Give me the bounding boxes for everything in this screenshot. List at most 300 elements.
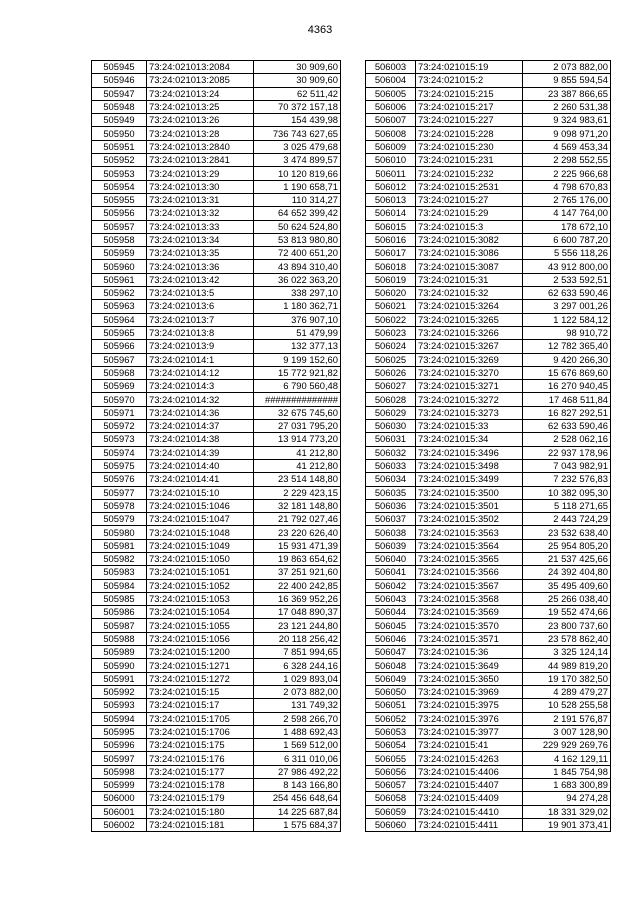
table-row	[366, 459, 611, 472]
table-row	[92, 207, 341, 220]
value-cell: 2 443 724,29	[523, 513, 611, 526]
cadastral-number-cell: 73:24:021013:8	[147, 326, 254, 339]
row-id-cell: 505985	[92, 592, 147, 605]
cadastral-number-cell: 73:24:021015:36	[416, 646, 523, 659]
cadastral-number-cell: 73:24:021015:227	[416, 114, 523, 127]
value-cell: 94 274,28	[523, 792, 611, 805]
cadastral-table-left	[91, 60, 341, 832]
cadastral-number-cell: 73:24:021015:3567	[416, 579, 523, 592]
cadastral-number-cell: 73:24:021015:1052	[147, 579, 254, 592]
cadastral-number-cell: 73:24:021015:3977	[416, 725, 523, 738]
row-id-cell: 505965	[92, 326, 147, 339]
row-id-cell: 506058	[366, 792, 416, 805]
value-cell: 254 456 648,64	[254, 792, 341, 805]
row-id-cell: 506020	[366, 287, 416, 300]
row-id-cell: 506044	[366, 606, 416, 619]
value-cell: 9 098 971,20	[523, 127, 611, 140]
table-row	[92, 513, 341, 526]
table-row	[366, 646, 611, 659]
table-row	[92, 818, 341, 831]
cadastral-number-cell: 73:24:021014:32	[147, 393, 254, 406]
row-id-cell: 506043	[366, 592, 416, 605]
value-cell: 41 212,80	[254, 446, 341, 459]
table-row	[366, 127, 611, 140]
value-cell: 1 190 658,71	[254, 180, 341, 193]
cadastral-number-cell: 73:24:021015:4410	[416, 805, 523, 818]
row-id-cell: 506021	[366, 300, 416, 313]
row-id-cell: 505991	[92, 672, 147, 685]
row-id-cell: 506033	[366, 459, 416, 472]
table-row	[92, 606, 341, 619]
cadastral-number-cell: 73:24:021015:1047	[147, 513, 254, 526]
cadastral-number-cell: 73:24:021015:3271	[416, 380, 523, 393]
cadastral-number-cell: 73:24:021015:3569	[416, 606, 523, 619]
cadastral-number-cell: 73:24:021015:3650	[416, 672, 523, 685]
value-cell: 338 297,10	[254, 287, 341, 300]
row-id-cell: 505980	[92, 526, 147, 539]
value-cell: 21 537 425,66	[523, 552, 611, 565]
value-cell: 16 369 952,26	[254, 592, 341, 605]
value-cell: 6 311 010,06	[254, 752, 341, 765]
cadastral-number-cell: 73:24:021015:1054	[147, 606, 254, 619]
value-cell: 16 827 292,51	[523, 406, 611, 419]
row-id-cell: 505976	[92, 473, 147, 486]
table-row	[92, 433, 341, 446]
row-id-cell: 505981	[92, 539, 147, 552]
table-row	[366, 659, 611, 672]
value-cell: 131 749,32	[254, 699, 341, 712]
table-row	[92, 340, 341, 353]
cadastral-number-cell: 73:24:021015:41	[416, 739, 523, 752]
cadastral-number-cell: 73:24:021015:3496	[416, 446, 523, 459]
table-row	[366, 792, 611, 805]
table-row	[366, 247, 611, 260]
cadastral-number-cell: 73:24:021015:3502	[416, 513, 523, 526]
cadastral-number-cell: 73:24:021013:25	[147, 100, 254, 113]
row-id-cell: 506002	[92, 818, 147, 831]
cadastral-number-cell: 73:24:021014:38	[147, 433, 254, 446]
cadastral-number-cell: 73:24:021015:3086	[416, 247, 523, 260]
cadastral-number-cell: 73:24:021015:3273	[416, 406, 523, 419]
row-id-cell: 505945	[92, 61, 147, 74]
row-id-cell: 506054	[366, 739, 416, 752]
cadastral-number-cell: 73:24:021013:2085	[147, 74, 254, 87]
table-row	[92, 273, 341, 286]
table-row	[92, 313, 341, 326]
value-cell: 23 387 866,65	[523, 87, 611, 100]
row-id-cell: 505993	[92, 699, 147, 712]
value-cell: 7 043 982,91	[523, 459, 611, 472]
value-cell: 30 909,60	[254, 61, 341, 74]
cadastral-number-cell: 73:24:021015:1049	[147, 539, 254, 552]
table-row	[92, 393, 341, 406]
table-row	[92, 167, 341, 180]
cadastral-number-cell: 73:24:021014:36	[147, 406, 254, 419]
value-cell: 17 468 511,84	[523, 393, 611, 406]
table-row	[366, 61, 611, 74]
value-cell: 2 073 882,00	[254, 685, 341, 698]
row-id-cell: 506051	[366, 699, 416, 712]
table-row	[366, 805, 611, 818]
value-cell: 62 633 590,46	[523, 420, 611, 433]
table-row	[92, 380, 341, 393]
table-row	[366, 685, 611, 698]
cadastral-number-cell: 73:24:021013:26	[147, 114, 254, 127]
row-id-cell: 505950	[92, 127, 147, 140]
row-id-cell: 505953	[92, 167, 147, 180]
value-cell: 110 314,27	[254, 193, 341, 206]
table-row	[92, 725, 341, 738]
cadastral-number-cell: 73:24:021013:5	[147, 287, 254, 300]
table-row	[92, 459, 341, 472]
value-cell: 14 225 687,84	[254, 805, 341, 818]
cadastral-number-cell: 73:24:021015:232	[416, 167, 523, 180]
table-row	[366, 473, 611, 486]
value-cell: 229 929 269,76	[523, 739, 611, 752]
table-row	[366, 406, 611, 419]
value-cell: 23 220 626,40	[254, 526, 341, 539]
value-cell: 19 863 654,62	[254, 552, 341, 565]
cadastral-number-cell: 73:24:021014:39	[147, 446, 254, 459]
row-id-cell: 505995	[92, 725, 147, 738]
value-cell: 4 289 479,27	[523, 685, 611, 698]
row-id-cell: 505999	[92, 779, 147, 792]
row-id-cell: 506005	[366, 87, 416, 100]
cadastral-number-cell: 73:24:021013:6	[147, 300, 254, 313]
value-cell: 1 845 754,98	[523, 765, 611, 778]
row-id-cell: 505975	[92, 459, 147, 472]
cadastral-number-cell: 73:24:021015:3568	[416, 592, 523, 605]
value-cell: 1 029 893,04	[254, 672, 341, 685]
table-row	[92, 420, 341, 433]
value-cell: 15 772 921,82	[254, 366, 341, 379]
cadastral-number-cell: 73:24:021015:3264	[416, 300, 523, 313]
cadastral-number-cell: 73:24:021013:9	[147, 340, 254, 353]
table-row	[92, 592, 341, 605]
value-cell: 16 270 940,45	[523, 380, 611, 393]
value-cell: 22 937 178,96	[523, 446, 611, 459]
table-row	[92, 526, 341, 539]
row-id-cell: 505949	[92, 114, 147, 127]
cadastral-number-cell: 73:24:021015:3267	[416, 340, 523, 353]
table-row	[366, 765, 611, 778]
table-row	[92, 752, 341, 765]
table-row	[366, 353, 611, 366]
value-cell: 12 782 365,40	[523, 340, 611, 353]
value-cell: 736 743 627,65	[254, 127, 341, 140]
row-id-cell: 505974	[92, 446, 147, 459]
row-id-cell: 506018	[366, 260, 416, 273]
row-id-cell: 506013	[366, 193, 416, 206]
row-id-cell: 506030	[366, 420, 416, 433]
value-cell: 2 225 966,68	[523, 167, 611, 180]
value-cell: 17 048 890,37	[254, 606, 341, 619]
value-cell: 5 556 118,26	[523, 247, 611, 260]
row-id-cell: 506001	[92, 805, 147, 818]
value-cell: 2 528 062,16	[523, 433, 611, 446]
row-id-cell: 506045	[366, 619, 416, 632]
cadastral-number-cell: 73:24:021015:3969	[416, 685, 523, 698]
table-row	[366, 539, 611, 552]
row-id-cell: 506046	[366, 632, 416, 645]
table-row	[366, 779, 611, 792]
table-row	[92, 659, 341, 672]
row-id-cell: 505996	[92, 739, 147, 752]
cadastral-number-cell: 73:24:021013:34	[147, 233, 254, 246]
cadastral-number-cell: 73:24:021015:3272	[416, 393, 523, 406]
value-cell: 62 633 590,46	[523, 287, 611, 300]
cadastral-number-cell: 73:24:021015:176	[147, 752, 254, 765]
value-cell: 62 511,42	[254, 87, 341, 100]
value-cell: 18 331 329,02	[523, 805, 611, 818]
cadastral-number-cell: 73:24:021015:3498	[416, 459, 523, 472]
row-id-cell: 506047	[366, 646, 416, 659]
cadastral-number-cell: 73:24:021015:3499	[416, 473, 523, 486]
value-cell: 27 986 492,22	[254, 765, 341, 778]
cadastral-number-cell: 73:24:021015:2	[416, 74, 523, 87]
cadastral-number-cell: 73:24:021015:4411	[416, 818, 523, 831]
table-row	[366, 114, 611, 127]
value-cell: 6 600 787,20	[523, 233, 611, 246]
cadastral-number-cell: 73:24:021015:4407	[416, 779, 523, 792]
value-cell: 2 298 552,55	[523, 154, 611, 167]
table-row	[366, 672, 611, 685]
value-cell: 3 007 128,90	[523, 725, 611, 738]
value-cell: 4 147 764,00	[523, 207, 611, 220]
value-cell: 44 989 819,20	[523, 659, 611, 672]
cadastral-number-cell: 73:24:021015:1053	[147, 592, 254, 605]
value-cell: 30 909,60	[254, 74, 341, 87]
cadastral-number-cell: 73:24:021015:2531	[416, 180, 523, 193]
value-cell: 19 170 382,50	[523, 672, 611, 685]
table-row	[92, 792, 341, 805]
cadastral-number-cell: 73:24:021015:33	[416, 420, 523, 433]
value-cell: 51 479,99	[254, 326, 341, 339]
cadastral-number-cell: 73:24:021015:1050	[147, 552, 254, 565]
row-id-cell: 506057	[366, 779, 416, 792]
row-id-cell: 506048	[366, 659, 416, 672]
table-row	[366, 579, 611, 592]
row-id-cell: 506025	[366, 353, 416, 366]
cadastral-number-cell: 73:24:021013:35	[147, 247, 254, 260]
row-id-cell: 506037	[366, 513, 416, 526]
cadastral-number-cell: 73:24:021015:1048	[147, 526, 254, 539]
value-cell: 41 212,80	[254, 459, 341, 472]
cadastral-number-cell: 73:24:021013:24	[147, 87, 254, 100]
cadastral-number-cell: 73:24:021013:28	[147, 127, 254, 140]
cadastral-number-cell: 73:24:021015:29	[416, 207, 523, 220]
cadastral-number-cell: 73:24:021014:12	[147, 366, 254, 379]
cadastral-number-cell: 73:24:021015:1046	[147, 499, 254, 512]
row-id-cell: 505952	[92, 154, 147, 167]
table-row	[92, 260, 341, 273]
cadastral-number-cell: 73:24:021015:180	[147, 805, 254, 818]
table-row	[92, 499, 341, 512]
table-row	[366, 87, 611, 100]
row-id-cell: 505979	[92, 513, 147, 526]
table-row	[92, 805, 341, 818]
value-cell: 10 120 819,66	[254, 167, 341, 180]
cadastral-number-cell: 73:24:021013:42	[147, 273, 254, 286]
cadastral-number-cell: 73:24:021014:37	[147, 420, 254, 433]
value-cell: 32 675 745,60	[254, 406, 341, 419]
cadastral-number-cell: 73:24:021015:3570	[416, 619, 523, 632]
row-id-cell: 506014	[366, 207, 416, 220]
cadastral-number-cell: 73:24:021014:3	[147, 380, 254, 393]
table-row	[366, 699, 611, 712]
value-cell: 50 624 524,80	[254, 220, 341, 233]
table-row	[366, 180, 611, 193]
row-id-cell: 506023	[366, 326, 416, 339]
row-id-cell: 505982	[92, 552, 147, 565]
table-row	[366, 433, 611, 446]
value-cell: 36 022 363,20	[254, 273, 341, 286]
table-row	[92, 446, 341, 459]
value-cell: 21 792 027,46	[254, 513, 341, 526]
table-row	[366, 752, 611, 765]
value-cell: 7 232 576,83	[523, 473, 611, 486]
cadastral-number-cell: 73:24:021013:2841	[147, 154, 254, 167]
row-id-cell: 505986	[92, 606, 147, 619]
value-cell: 3 474 899,57	[254, 154, 341, 167]
cadastral-number-cell: 73:24:021015:3265	[416, 313, 523, 326]
value-cell: 72 400 651,20	[254, 247, 341, 260]
cadastral-number-cell: 73:24:021015:1271	[147, 659, 254, 672]
row-id-cell: 505988	[92, 632, 147, 645]
row-id-cell: 505946	[92, 74, 147, 87]
value-cell: 10 528 255,58	[523, 699, 611, 712]
cadastral-number-cell: 73:24:021015:1051	[147, 566, 254, 579]
cadastral-number-cell: 73:24:021015:215	[416, 87, 523, 100]
cadastral-number-cell: 73:24:021015:3087	[416, 260, 523, 273]
row-id-cell: 506031	[366, 433, 416, 446]
cadastral-number-cell: 73:24:021015:3266	[416, 326, 523, 339]
value-cell: 2 229 423,15	[254, 486, 341, 499]
table-row	[92, 619, 341, 632]
row-id-cell: 505984	[92, 579, 147, 592]
table-row	[366, 340, 611, 353]
cadastral-number-cell: 73:24:021014:1	[147, 353, 254, 366]
table-row	[92, 233, 341, 246]
cadastral-number-cell: 73:24:021013:30	[147, 180, 254, 193]
row-id-cell: 506007	[366, 114, 416, 127]
value-cell: 43 894 310,40	[254, 260, 341, 273]
row-id-cell: 505947	[92, 87, 147, 100]
cadastral-number-cell: 73:24:021015:15	[147, 685, 254, 698]
row-id-cell: 506039	[366, 539, 416, 552]
cadastral-number-cell: 73:24:021015:27	[416, 193, 523, 206]
table-row	[92, 672, 341, 685]
value-cell: 3 025 479,68	[254, 140, 341, 153]
row-id-cell: 505966	[92, 340, 147, 353]
value-cell: 24 392 404,80	[523, 566, 611, 579]
table-row	[92, 473, 341, 486]
row-id-cell: 506027	[366, 380, 416, 393]
row-id-cell: 505959	[92, 247, 147, 260]
value-cell: 2 533 592,51	[523, 273, 611, 286]
value-cell: 6 328 244,16	[254, 659, 341, 672]
row-id-cell: 505970	[92, 393, 147, 406]
table-row	[366, 499, 611, 512]
cadastral-number-cell: 73:24:021015:10	[147, 486, 254, 499]
table-row	[92, 366, 341, 379]
table-row	[366, 167, 611, 180]
value-cell: 15 676 869,60	[523, 366, 611, 379]
cadastral-number-cell: 73:24:021015:3501	[416, 499, 523, 512]
cadastral-number-cell: 73:24:021013:33	[147, 220, 254, 233]
cadastral-number-cell: 73:24:021013:2084	[147, 61, 254, 74]
cadastral-number-cell: 73:24:021015:1056	[147, 632, 254, 645]
cadastral-number-cell: 73:24:021015:179	[147, 792, 254, 805]
value-cell: 9 855 594,54	[523, 74, 611, 87]
row-id-cell: 505997	[92, 752, 147, 765]
cadastral-number-cell: 73:24:021015:230	[416, 140, 523, 153]
cadastral-table-right	[365, 60, 611, 832]
value-cell: 6 790 560,48	[254, 380, 341, 393]
row-id-cell: 506050	[366, 685, 416, 698]
row-id-cell: 506011	[366, 167, 416, 180]
cadastral-number-cell: 73:24:021015:32	[416, 287, 523, 300]
row-id-cell: 505961	[92, 273, 147, 286]
value-cell: 98 910,72	[523, 326, 611, 339]
table-row	[366, 712, 611, 725]
value-cell: 8 143 166,80	[254, 779, 341, 792]
row-id-cell: 505964	[92, 313, 147, 326]
row-id-cell: 506060	[366, 818, 416, 831]
row-id-cell: 506008	[366, 127, 416, 140]
cadastral-number-cell: 73:24:021015:1055	[147, 619, 254, 632]
table-row	[366, 207, 611, 220]
row-id-cell: 506000	[92, 792, 147, 805]
value-cell: 35 495 409,60	[523, 579, 611, 592]
table-row	[92, 685, 341, 698]
cadastral-number-cell: 73:24:021015:31	[416, 273, 523, 286]
row-id-cell: 506056	[366, 765, 416, 778]
value-cell: 23 514 148,80	[254, 473, 341, 486]
table-row	[366, 140, 611, 153]
row-id-cell: 505990	[92, 659, 147, 672]
row-id-cell: 505948	[92, 100, 147, 113]
value-cell: 4 798 670,83	[523, 180, 611, 193]
row-id-cell: 506059	[366, 805, 416, 818]
table-row	[92, 699, 341, 712]
row-id-cell: 506024	[366, 340, 416, 353]
cadastral-number-cell: 73:24:021015:1200	[147, 646, 254, 659]
value-cell: 2 191 576,87	[523, 712, 611, 725]
value-cell: 32 181 148,80	[254, 499, 341, 512]
value-cell: 9 199 152,60	[254, 353, 341, 366]
table-row	[366, 326, 611, 339]
row-id-cell: 505987	[92, 619, 147, 632]
cadastral-number-cell: 73:24:021015:3082	[416, 233, 523, 246]
cadastral-number-cell: 73:24:021014:41	[147, 473, 254, 486]
table-row	[92, 632, 341, 645]
cadastral-number-cell: 73:24:021015:175	[147, 739, 254, 752]
table-row	[366, 446, 611, 459]
row-id-cell: 505972	[92, 420, 147, 433]
table-row	[366, 154, 611, 167]
row-id-cell: 506042	[366, 579, 416, 592]
table-row	[92, 74, 341, 87]
value-cell: 23 532 638,40	[523, 526, 611, 539]
cadastral-number-cell: 73:24:021015:177	[147, 765, 254, 778]
value-cell: 25 266 038,40	[523, 592, 611, 605]
table-row	[92, 220, 341, 233]
table-row	[366, 420, 611, 433]
cadastral-number-cell: 73:24:021015:17	[147, 699, 254, 712]
row-id-cell: 506022	[366, 313, 416, 326]
row-id-cell: 506055	[366, 752, 416, 765]
